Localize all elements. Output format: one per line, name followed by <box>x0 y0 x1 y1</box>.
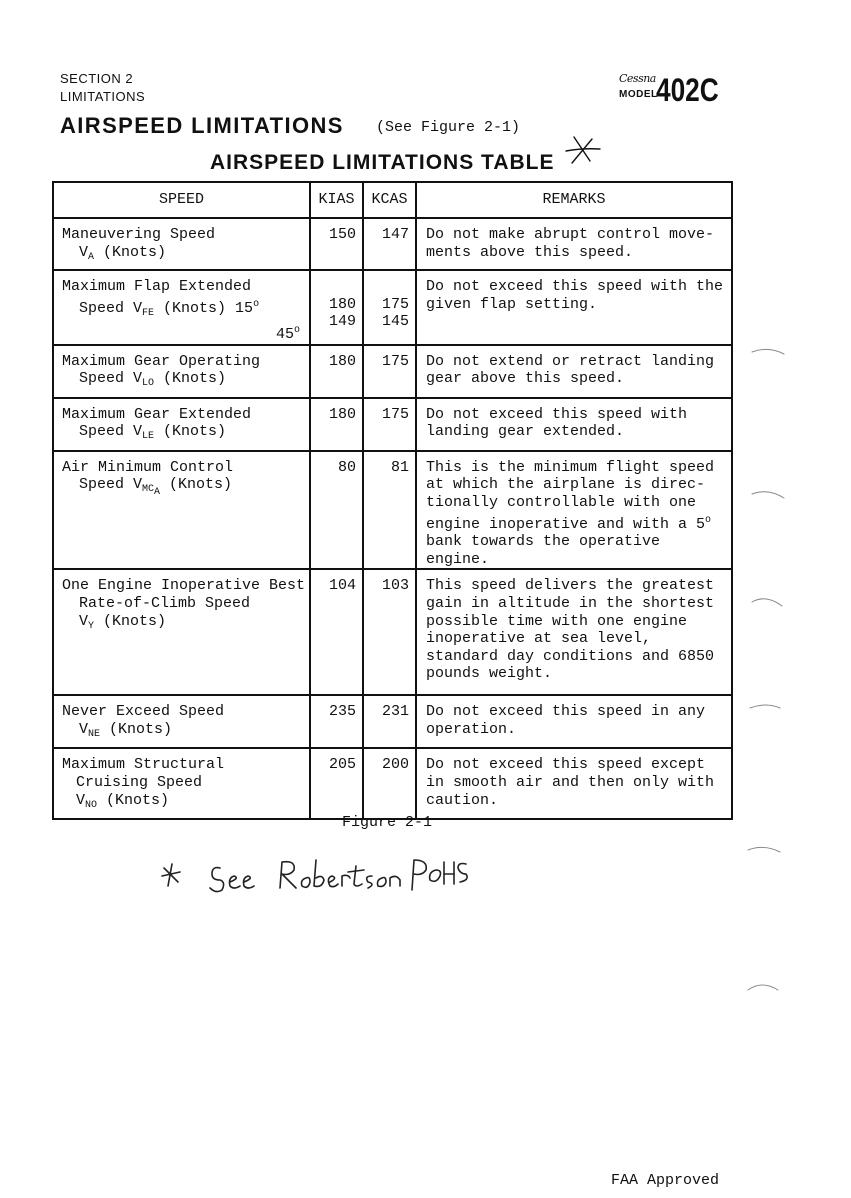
speed-cell: Never Exceed Speed $V_{NE}$ (Knots) <box>53 695 310 748</box>
model-label: MODEL <box>619 89 658 100</box>
remarks-cell: Do not exceed this speed with landing gear extended. <box>416 398 732 451</box>
title-reference: (See Figure 2-1) <box>376 119 521 136</box>
model-badge <box>617 70 747 110</box>
column-header-kias: KIAS <box>310 182 363 218</box>
kcas-cell: 200 <box>363 748 416 819</box>
table-row <box>53 218 732 270</box>
column-header-remarks: REMARKS <box>416 182 732 218</box>
remarks-cell: Do not extend or retract landing gear above this speed. <box>416 345 732 398</box>
section-number: SECTION 2 <box>60 71 134 86</box>
speed-cell: One Engine Inoperative Best Rate-of-Climb Speed $V_Y$ (Knots) <box>53 569 310 695</box>
kias-cell: 104 <box>310 569 363 695</box>
kias-cell: 150 <box>310 218 363 270</box>
kcas-cell: 175 <box>363 345 416 398</box>
airspeed-limitations-table <box>52 181 733 820</box>
kcas-cell: 81 <box>363 451 416 570</box>
figure-caption: Figure 2-1 <box>342 814 433 831</box>
remarks-cell: This speed delivers the greatest gain in altitude in the shortest possible time with one engine inoperative at sea level, standard day conditions and 6850 pounds weight. <box>416 569 732 695</box>
kcas-cell: 103 <box>363 569 416 695</box>
table-row <box>53 748 732 819</box>
remarks-cell: Do not exceed this speed in any operation. <box>416 695 732 748</box>
section-header <box>60 70 145 106</box>
kcas-cell: 147 <box>363 218 416 270</box>
kcas-cell: 231 <box>363 695 416 748</box>
kcas-cell: 175 145 <box>363 270 416 345</box>
column-header-kcas: KCAS <box>363 182 416 218</box>
kias-cell: 180 149 <box>310 270 363 345</box>
table-row <box>53 451 732 570</box>
handwritten-note <box>150 848 470 900</box>
speed-cell: Maximum Gear Extended Speed $V_{LE}$ (Knots) <box>53 398 310 451</box>
speed-cell: Maximum Gear Operating Speed $V_{LO}$ (Knots) <box>53 345 310 398</box>
remarks-cell: This is the minimum flight speed at which the airplane is direc- tionally controllable with one engine inoperative and with a 5$^o$ bank towards the operative engine. <box>416 451 732 570</box>
table-row <box>53 398 732 451</box>
model-code: 402C <box>656 72 719 108</box>
remarks-cell: Do not make abrupt control move- ments above this speed. <box>416 218 732 270</box>
table-header-row <box>53 182 732 218</box>
speed-cell: Air Minimum Control Speed $V_{MC_A}$ (Knots) <box>53 451 310 570</box>
remarks-cell: Do not exceed this speed except in smooth air and then only with caution. <box>416 748 732 819</box>
table-row <box>53 345 732 398</box>
table-row <box>53 695 732 748</box>
kias-cell: 180 <box>310 345 363 398</box>
asterisk-mark-icon <box>560 131 604 171</box>
section-title: LIMITATIONS <box>60 89 146 104</box>
page-title: AIRSPEED LIMITATIONS <box>60 113 344 138</box>
speed-cell: Maximum Structural Cruising Speed $V_{NO}$ (Knots) <box>53 748 310 819</box>
kias-cell: 235 <box>310 695 363 748</box>
table-row <box>53 270 732 345</box>
kias-cell: 205 <box>310 748 363 819</box>
table-title: AIRSPEED LIMITATIONS TABLE <box>210 151 555 174</box>
brand-logo: Cessna <box>619 72 656 85</box>
table-row <box>53 569 732 695</box>
remarks-cell: Do not exceed this speed with the given flap setting. <box>416 270 732 345</box>
speed-cell: Maneuvering Speed $V_A$ (Knots) <box>53 218 310 270</box>
kias-cell: 180 <box>310 398 363 451</box>
kias-cell: 80 <box>310 451 363 570</box>
footer-faa-approved: FAA Approved <box>611 1172 720 1189</box>
column-header-speed: SPEED <box>53 182 310 218</box>
speed-cell: Maximum Flap Extended Speed $V_{FE}$ (Knots) 15$^o$ 45$^o$ <box>53 270 310 345</box>
kcas-cell: 175 <box>363 398 416 451</box>
